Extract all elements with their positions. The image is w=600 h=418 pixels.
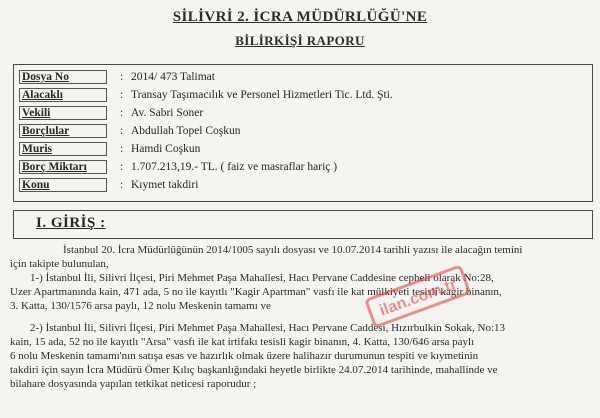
- info-colon: :: [120, 89, 124, 101]
- body-line: kain, 15 ada, 52 no ile kayıtlı "Arsa" vasfı ile kat irtifakı tesisli kagir binanın, 4. Katta, 130/646 arsa paylı: [10, 336, 475, 348]
- document-subtitle: BİLİRKİŞİ RAPORU: [235, 33, 365, 48]
- info-value: Transay Taşımacılık ve Personel Hizmetleri Tic. Ltd. Şti.: [131, 89, 393, 101]
- info-colon: :: [120, 71, 124, 83]
- info-row-konu: [14, 177, 592, 193]
- info-label: Borç Miktarı: [19, 160, 107, 174]
- info-value: 2014/ 473 Talimat: [131, 71, 215, 83]
- info-value: Hamdi Coşkun: [131, 143, 201, 155]
- body-line: bilahare dosyasında yapılan tetkikat neticesi raporudur ;: [10, 378, 257, 390]
- body-line: takdiri için sayın İcra Müdürü Ömer Kılıç başkanlığındaki heyetle birlikte 24.07.2014 tarihinde, mahallinde ve: [10, 364, 498, 376]
- info-row-borc-miktari: [14, 159, 592, 175]
- info-label: Muris: [19, 142, 107, 156]
- info-label: Konu: [19, 178, 107, 192]
- info-label: Borçlular: [19, 124, 107, 138]
- body-line: İstanbul 20. İcra Müdürlüğünün 2014/1005 sayılı dosyası ve 10.07.2014 tarihli yazısı ile alacağın temini: [63, 244, 523, 256]
- info-value: Av. Sabri Soner: [131, 107, 204, 119]
- info-colon: :: [120, 125, 124, 137]
- case-info-box: [13, 64, 593, 202]
- info-value: Abdullah Topel Coşkun: [131, 125, 241, 137]
- body-line: için takipte bulunulan,: [10, 258, 109, 270]
- info-label: Dosya No: [19, 70, 107, 84]
- info-label: Alacaklı: [19, 88, 107, 102]
- info-colon: :: [120, 161, 124, 173]
- info-row-vekili: [14, 105, 592, 121]
- section-heading: I. GİRİŞ :: [36, 215, 106, 231]
- info-row-dosya-no: [14, 69, 592, 85]
- body-line: 2-) İstanbul İli, Silivri İlçesi, Piri Mehmet Paşa Mahallesi, Hacı Pervane Caddesi, Hızırbulkin Sokak, No:13: [30, 322, 506, 334]
- body-line: Uzer Apartmanında kain, 471 ada, 5 no ile kayıtlı "Kagir Apartman" vasfı ile kat mülkiyeti tesisli kagir binanın,: [10, 286, 502, 298]
- info-row-alacakli: [14, 87, 592, 103]
- info-colon: :: [120, 143, 124, 155]
- watermark-text: ilan.com.tr: [377, 275, 460, 320]
- body-line: 6 nolu Meskenin tamamı'nın satışa esas ve hazırlık olmak üzere halihazır durumunun tespiti ve kıymetinin: [10, 350, 479, 362]
- info-colon: :: [120, 179, 124, 191]
- document-title: SİLİVRİ 2. İCRA MÜDÜRLÜĞÜ'NE: [172, 9, 428, 25]
- info-label: Vekili: [19, 106, 107, 120]
- info-value: Kıymet takdiri: [131, 179, 199, 191]
- info-row-muris: [14, 141, 592, 157]
- body-line: 1-) İstanbul İli, Silivri İlçesi, Piri Mehmet Paşa Mahallesi, Hacı Pervane Caddesine cepheli olarak No:28,: [30, 272, 494, 284]
- section-header-box: [13, 210, 593, 239]
- info-colon: :: [120, 107, 124, 119]
- info-row-borclular: [14, 123, 592, 139]
- info-value: 1.707.213,19.- TL. ( faiz ve masraflar hariç ): [131, 161, 338, 173]
- body-line: 3. Katta, 130/1576 arsa paylı, 12 nolu Meskenin tamamı ve: [10, 300, 271, 312]
